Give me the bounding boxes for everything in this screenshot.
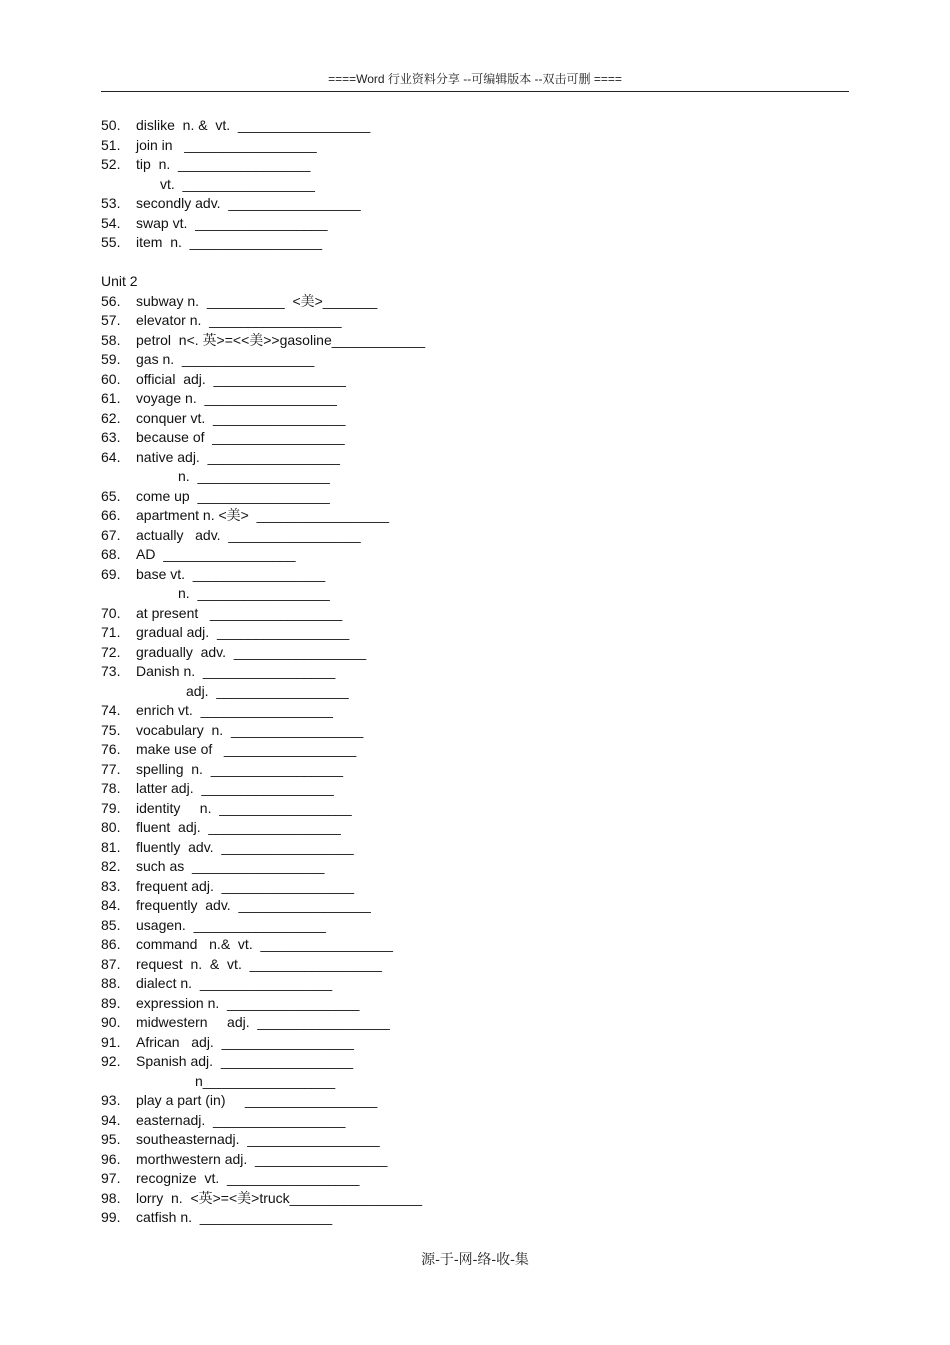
entry-number: 94.: [101, 1111, 121, 1128]
entry-text: dialect n. _________________: [136, 975, 333, 991]
entry-number: 70.: [101, 604, 121, 621]
vocab-entry: [101, 1169, 360, 1189]
entry-number: 91.: [101, 1033, 121, 1050]
vocab-entry: [101, 545, 296, 565]
vocab-entry: [101, 311, 342, 331]
vocab-entry: [101, 155, 311, 175]
vocab-entry: [101, 1091, 378, 1111]
entry-number: 81.: [101, 838, 121, 855]
entry-text: southeasternadj. _________________: [136, 1131, 380, 1147]
entry-text: midwestern adj. _________________: [136, 1014, 390, 1030]
vocab-entry: [101, 1072, 336, 1092]
entry-number: 64.: [101, 448, 121, 465]
entry-number: 83.: [101, 877, 121, 894]
vocab-entry: [101, 935, 393, 955]
entry-text: play a part (in) _________________: [136, 1092, 378, 1108]
entry-text: at present _________________: [136, 604, 343, 621]
entry-number: 50.: [101, 117, 121, 133]
vocab-entry: [101, 389, 337, 409]
vocab-entry: [101, 974, 333, 994]
entry-number: 89.: [101, 994, 121, 1011]
vocab-entry: [101, 740, 357, 760]
entry-text: Danish n. _________________: [136, 663, 336, 679]
vocab-entry: [101, 818, 341, 838]
entry-text: come up _________________: [136, 487, 330, 504]
vocab-entry: [101, 136, 317, 156]
entry-text: command n.& vt. _________________: [136, 936, 393, 952]
vocab-entry: [101, 916, 326, 936]
vocab-entry: [101, 643, 367, 663]
entry-number: 87.: [101, 955, 121, 972]
vocab-entry: [101, 487, 330, 507]
entry-number: 58.: [101, 331, 121, 348]
entry-text: make use of _________________: [136, 741, 357, 757]
entry-text: because of _________________: [136, 429, 345, 445]
vocab-entry: [101, 526, 361, 546]
vocab-entry: [101, 1013, 390, 1033]
entry-text: usagen. _________________: [136, 916, 326, 933]
vocab-entry: [101, 214, 328, 234]
entry-text: identity n. _________________: [136, 799, 352, 816]
vocab-entry: [101, 994, 360, 1014]
entry-number: 60.: [101, 370, 121, 387]
vocab-entry: [101, 1111, 346, 1131]
vocab-entry: [101, 760, 344, 780]
entry-text: request n. & vt. _________________: [136, 955, 382, 972]
vocab-entry: [101, 350, 315, 370]
entry-text: dislike n. & vt. _________________: [136, 117, 371, 133]
entry-number: 96.: [101, 1150, 121, 1167]
entry-text: adj. _________________: [186, 682, 349, 699]
vocab-entry: [101, 448, 340, 468]
vocab-entry: [101, 506, 389, 526]
entry-number: 62.: [101, 409, 121, 426]
vocab-entry: [101, 1033, 354, 1053]
vocab-entry: [101, 584, 330, 604]
entry-text: subway n. __________ <美>_______: [136, 292, 378, 309]
entry-number: 77.: [101, 760, 121, 777]
entry-text: easternadj. _________________: [136, 1111, 346, 1128]
entry-text: vt. _________________: [160, 175, 315, 192]
entry-number: 79.: [101, 799, 121, 816]
vocab-entry: [101, 1052, 354, 1072]
spacer: [101, 253, 138, 272]
entry-text: gas n. _________________: [136, 351, 315, 367]
entry-number: 85.: [101, 916, 121, 933]
entry-number: 76.: [101, 741, 121, 757]
entry-text: morthwestern adj. _________________: [136, 1150, 388, 1167]
vocab-entry: [101, 604, 343, 624]
vocab-entry: [101, 896, 371, 916]
vocab-entry: [101, 428, 345, 448]
vocab-entry: [101, 1189, 423, 1209]
entry-text: recognize vt. _________________: [136, 1170, 360, 1186]
vocab-entry: [101, 467, 330, 487]
vocab-entry: [101, 1130, 380, 1150]
entry-text: native adj. _________________: [136, 448, 340, 465]
entry-text: official adj. _________________: [136, 370, 346, 387]
entry-text: lorry n. <英>=<美>truck_________________: [136, 1189, 423, 1206]
entry-number: 75.: [101, 721, 121, 738]
entry-text: catfish n. _________________: [136, 1209, 333, 1225]
entry-text: n. _________________: [178, 468, 330, 484]
entry-number: 95.: [101, 1131, 121, 1147]
entry-number: 69.: [101, 565, 121, 582]
vocab-entry: [101, 116, 371, 136]
unit-heading: Unit 2: [101, 272, 138, 289]
entry-text: latter adj. _________________: [136, 780, 334, 796]
vocab-entry: [101, 233, 323, 253]
entry-number: 63.: [101, 429, 121, 445]
entry-text: vocabulary n. _________________: [136, 721, 364, 738]
entry-text: African adj. _________________: [136, 1033, 354, 1050]
vocab-entry: [101, 682, 349, 702]
entry-number: 65.: [101, 487, 121, 504]
vocab-entry: [101, 701, 333, 721]
entry-text: gradual adj. _________________: [136, 624, 350, 640]
entry-number: 54.: [101, 214, 121, 231]
vocab-entry: [101, 194, 361, 214]
page-footer: 源-于-网-络-收-集: [421, 1252, 529, 1268]
vocab-entry: [101, 662, 336, 682]
entry-text: voyage n. _________________: [136, 390, 337, 406]
entry-text: frequently adv. _________________: [136, 897, 371, 913]
entry-number: 86.: [101, 936, 121, 952]
entry-number: 73.: [101, 663, 121, 679]
vocab-entry: [101, 292, 378, 312]
vocab-entry: [101, 721, 364, 741]
vocab-entry: [101, 370, 346, 390]
entry-text: expression n. _________________: [136, 994, 360, 1011]
entry-text: frequent adj. _________________: [136, 877, 354, 894]
entry-text: such as _________________: [136, 858, 325, 874]
entry-number: 80.: [101, 819, 121, 835]
vocab-entry: [101, 779, 334, 799]
entry-number: 97.: [101, 1170, 121, 1186]
vocab-entry: [101, 623, 350, 643]
entry-number: 71.: [101, 624, 121, 640]
entry-number: 68.: [101, 546, 121, 562]
vocab-entry: [101, 565, 326, 585]
entry-number: 51.: [101, 136, 121, 153]
entry-text: AD _________________: [136, 546, 296, 562]
vocab-entry: [101, 175, 315, 195]
entry-text: n. _________________: [178, 585, 330, 601]
vocab-entry: [101, 857, 325, 877]
vocab-entry: [101, 1150, 388, 1170]
entry-text: fluently adv. _________________: [136, 838, 354, 855]
entry-number: 53.: [101, 195, 121, 211]
entry-text: secondly adv. _________________: [136, 195, 361, 211]
entry-number: 67.: [101, 526, 121, 543]
vocab-entry: [101, 331, 426, 351]
vocab-entry: [101, 409, 346, 429]
page-header: ====Word 行业资料分享 --可编辑版本 --双击可删 ====: [328, 72, 622, 86]
entry-number: 72.: [101, 643, 121, 660]
entry-text: spelling n. _________________: [136, 760, 344, 777]
entry-number: 93.: [101, 1092, 121, 1108]
entry-text: enrich vt. _________________: [136, 702, 333, 718]
entry-number: 92.: [101, 1053, 121, 1069]
entry-text: n_________________: [195, 1072, 336, 1089]
entry-text: Spanish adj. _________________: [136, 1053, 354, 1069]
entry-text: base vt. _________________: [136, 565, 326, 582]
entry-text: fluent adj. _________________: [136, 819, 341, 835]
entry-number: 90.: [101, 1014, 121, 1030]
entry-number: 52.: [101, 156, 121, 172]
entry-number: 59.: [101, 351, 121, 367]
entry-number: 56.: [101, 292, 121, 309]
entry-text: item n. _________________: [136, 234, 323, 250]
entry-number: 57.: [101, 312, 121, 328]
entry-text: gradually adv. _________________: [136, 643, 367, 660]
entry-text: elevator n. _________________: [136, 312, 342, 328]
entry-text: apartment n. <美> _________________: [136, 507, 389, 523]
vocab-entry: [101, 877, 354, 897]
entry-number: 98.: [101, 1189, 121, 1206]
entry-text: petrol n<. 英>=<<美>>gasoline____________: [136, 331, 426, 348]
vocab-entry: [101, 955, 382, 975]
entry-number: 61.: [101, 390, 121, 406]
entry-number: 66.: [101, 507, 121, 523]
entry-number: 84.: [101, 897, 121, 913]
entry-number: 99.: [101, 1209, 121, 1225]
entry-number: 74.: [101, 702, 121, 718]
header-rule: [101, 91, 849, 92]
entry-text: actually adv. _________________: [136, 526, 361, 543]
entry-number: 88.: [101, 975, 121, 991]
vocab-entry: [101, 838, 354, 858]
entry-number: 82.: [101, 858, 121, 874]
vocabulary-list: [101, 116, 426, 1228]
entry-text: tip n. _________________: [136, 156, 311, 172]
entry-text: conquer vt. _________________: [136, 409, 346, 426]
entry-text: join in _________________: [136, 136, 317, 153]
entry-number: 78.: [101, 780, 121, 796]
entry-text: swap vt. _________________: [136, 214, 328, 231]
vocab-entry: [101, 1208, 333, 1228]
vocab-entry: [101, 799, 352, 819]
entry-number: 55.: [101, 234, 121, 250]
